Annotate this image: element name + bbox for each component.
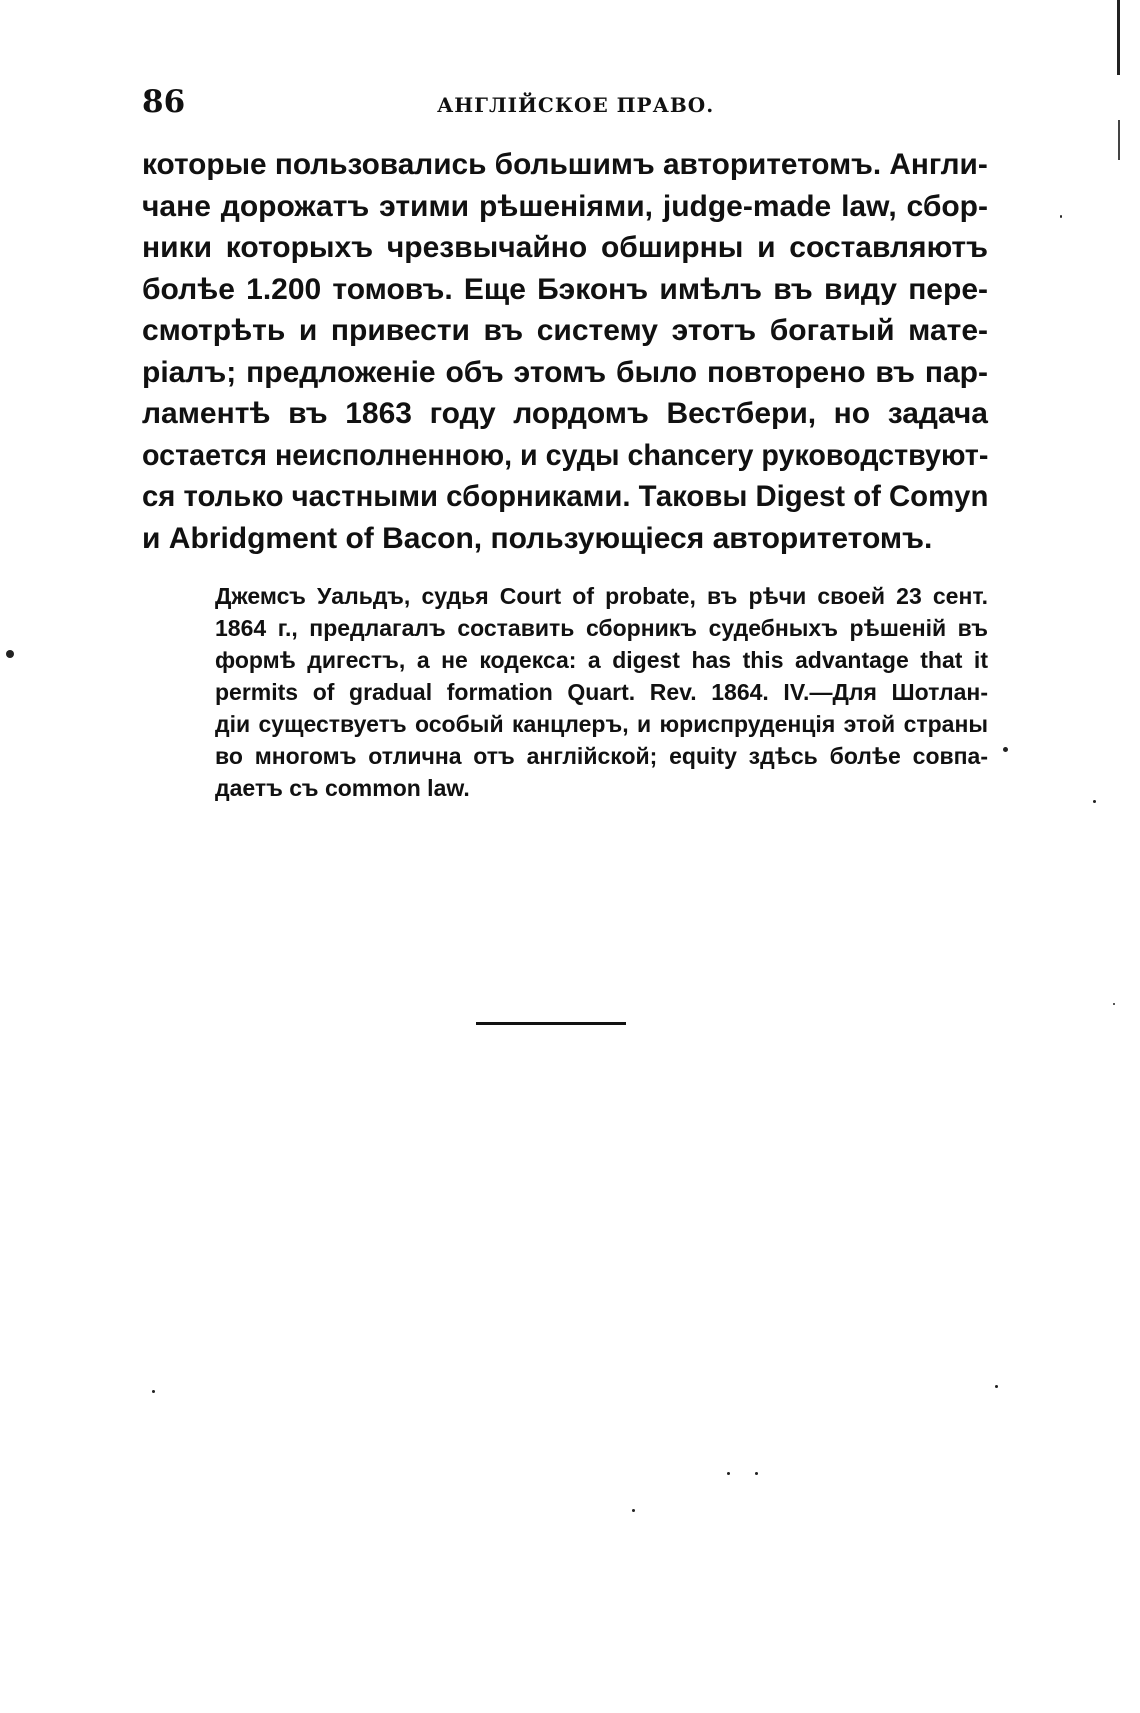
page-number: 86 bbox=[142, 84, 186, 120]
footnote-line-2: 1864 г., предлагалъ составить сборникъ судебныхъ рѣшеній въ bbox=[215, 615, 988, 641]
end-rule bbox=[476, 1022, 626, 1025]
body-line-3: ники которыхъ чрезвычайно обширны и составляютъ bbox=[142, 231, 988, 264]
scan-speck bbox=[6, 650, 14, 658]
body-line-8: остается неисполненною, и суды chancery руководствуют- bbox=[142, 438, 989, 472]
scan-edge-artifact bbox=[1117, 0, 1120, 75]
running-head: АНГЛІЙСКОЕ ПРАВО. bbox=[437, 93, 715, 117]
scan-speck bbox=[152, 1390, 155, 1393]
footnote-line-4: permits of gradual formation Quart. Rev. 1864. IV.—Для Шотлан- bbox=[215, 679, 988, 705]
body-line-2: чане дорожатъ этими рѣшеніями, judge-made law, сбор- bbox=[142, 189, 988, 223]
body-line-6: ріалъ; предложеніе объ этомъ было повторено въ пар- bbox=[142, 355, 988, 389]
footnote-line-7: даетъ съ common law. bbox=[215, 775, 470, 801]
body-line-4: болѣе 1.200 томовъ. Еще Бэконъ имѣлъ въ виду пере- bbox=[142, 272, 988, 306]
scan-speck bbox=[1060, 215, 1062, 218]
scan-speck bbox=[632, 1509, 635, 1512]
footnote-line-1: Джемсъ Уальдъ, судья Court of probate, въ рѣчи своей 23 сент. bbox=[215, 583, 988, 609]
scan-speck bbox=[1113, 1003, 1115, 1005]
scan-speck bbox=[755, 1472, 758, 1475]
body-line-9: ся только частными сборниками. Таковы Digest of Comyn bbox=[142, 480, 989, 513]
scan-speck bbox=[995, 1385, 998, 1388]
footnote-line-3: формѣ дигестъ, а не кодекса: a digest has this advantage that it bbox=[215, 647, 988, 673]
body-line-5: смотрѣть и привести въ систему этотъ богатый мате- bbox=[142, 314, 988, 347]
footnote-line-6: во многомъ отлична отъ англійской; equity здѣсь болѣе совпа- bbox=[215, 743, 988, 769]
footnote-line-5: діи существуетъ особый канцлеръ, и юриспруденція этой страны bbox=[215, 711, 988, 737]
main-text-block bbox=[142, 144, 988, 559]
body-line-7: ламентѣ въ 1863 году лордомъ Вестбери, но задача bbox=[142, 397, 988, 430]
body-line-10: и Abridgment of Bacon, пользующіеся авторитетомъ. bbox=[142, 521, 933, 555]
scan-edge-artifact-lower bbox=[1118, 120, 1120, 160]
page-header bbox=[142, 84, 982, 124]
scan-speck bbox=[1003, 747, 1008, 752]
scan-speck bbox=[727, 1472, 730, 1475]
scan-speck bbox=[1093, 800, 1096, 803]
body-line-1: которые пользовались большимъ авторитетомъ. Англи- bbox=[142, 148, 988, 181]
footnote-block bbox=[215, 580, 988, 804]
